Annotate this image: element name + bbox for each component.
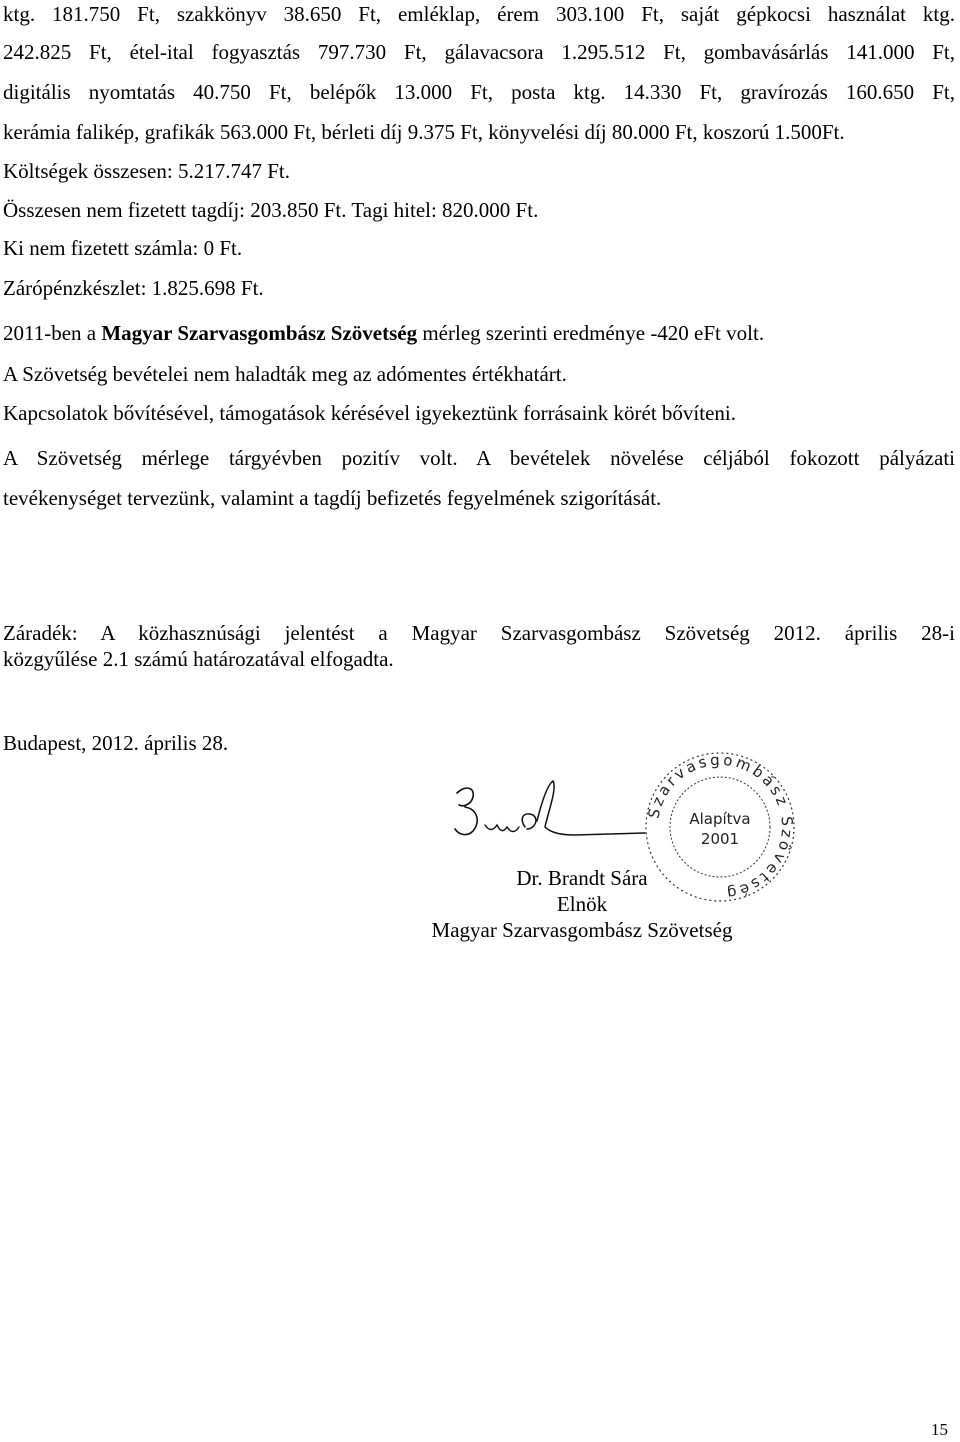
clause-line-2: közgyűlése 2.1 számú határozatával elfogadta. [3, 647, 394, 671]
balance-line-1: A Szövetség mérlege tárgyévben pozitív volt. A bevételek növelése céljából fokozott pályázati [3, 446, 955, 470]
stamp-center-year: 2001 [700, 830, 740, 848]
page-number: 15 [931, 1420, 948, 1439]
closing-cash: Zárópénzkészlet: 1.825.698 Ft. [3, 276, 264, 300]
clause-line-1: Záradék: A közhasznúsági jelentést a Magyar Szarvasgombász Szövetség 2012. április 28-i [3, 621, 955, 645]
signatory-organization: Magyar Szarvasgombász Szövetség [431, 918, 733, 942]
expense-line-2: 242.825 Ft, étel-ital fogyasztás 797.730 Ft, gálavacsora 1.295.512 Ft, gombavásárlás 141.000 Ft, [3, 40, 955, 64]
support-note: Kapcsolatok bővítésével, támogatások kérésével igyekeztünk forrásaink körét bővíteni. [3, 401, 737, 425]
result-suffix: mérleg szerinti eredménye -420 eFt volt. [417, 321, 765, 345]
income-note: A Szövetség bevételei nem haladták meg az adómentes értékhatárt. [3, 362, 567, 386]
balance-line-2: tevékenységet tervezünk, valamint a tagdíj befizetés fegyelmének szigorítását. [3, 486, 662, 510]
annual-result [3, 321, 764, 346]
signatory-block [412, 865, 752, 943]
stamp-ring-text: Szarvasgombász Szövetség [644, 750, 797, 904]
unpaid-invoice: Ki nem fizetett számla: 0 Ft. [3, 236, 243, 260]
expense-line-3: digitális nyomtatás 40.750 Ft, belépők 13.000 Ft, posta ktg. 14.330 Ft, gravírozás 160.650 Ft, [3, 80, 955, 104]
expense-line-4: kerámia falikép, grafikák 563.000 Ft, bérleti díj 9.375 Ft, könyvelési díj 80.000 Ft, koszorú 1.500Ft. [3, 120, 845, 144]
unpaid-fees: Összesen nem fizetett tagdíj: 203.850 Ft. Tagi hitel: 820.000 Ft. [3, 198, 539, 222]
stamp-center-top: Alapítva [689, 810, 751, 828]
result-prefix: 2011-ben a [3, 321, 102, 345]
total-costs: Költségek összesen: 5.217.747 Ft. [3, 159, 290, 183]
place-date: Budapest, 2012. április 28. [3, 731, 229, 755]
signatory-name: Dr. Brandt Sára [516, 866, 648, 890]
signatory-title: Elnök [556, 892, 608, 916]
organization-name: Magyar Szarvasgombász Szövetség [101, 321, 418, 345]
expense-line-1: ktg. 181.750 Ft, szakkönyv 38.650 Ft, emléklap, érem 303.100 Ft, saját gépkocsi használat ktg. [3, 2, 955, 26]
